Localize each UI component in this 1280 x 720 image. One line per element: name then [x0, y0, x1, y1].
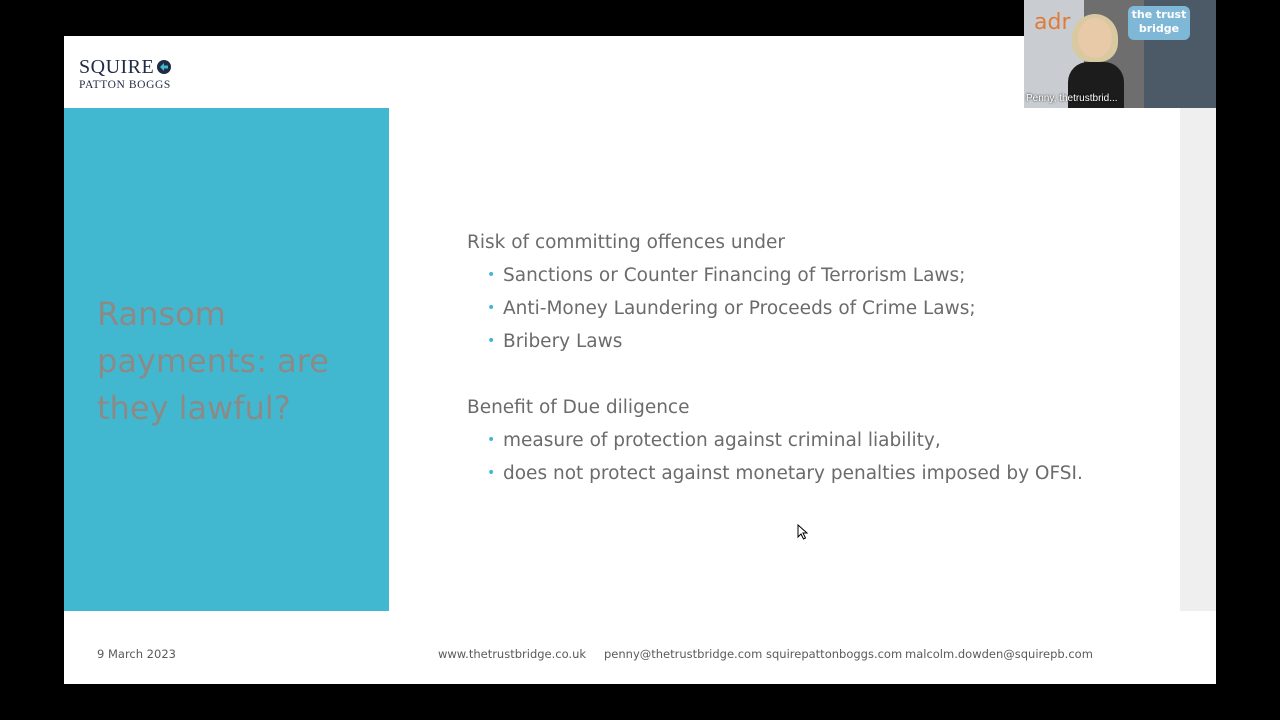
bullet-icon: •: [487, 333, 496, 349]
list-item: [467, 325, 1083, 358]
background-logo-trustbridge: the trust bridge: [1128, 6, 1190, 40]
bullet-icon: •: [487, 300, 496, 316]
bullet-icon: •: [487, 465, 496, 481]
slide-content: [467, 226, 1083, 490]
list-item: [467, 259, 1083, 292]
slide-title: Ransom payments: are they lawful?: [97, 295, 329, 427]
logo-line2: PATTON BOGGS: [79, 79, 171, 91]
bullet-text: Sanctions or Counter Financing of Terrorism Laws;: [503, 265, 966, 286]
mouse-cursor-icon: [797, 524, 809, 540]
participant-video-tile[interactable]: [1024, 0, 1216, 108]
section-heading-due-diligence: Benefit of Due diligence: [467, 397, 690, 418]
risk-bullet-list: [467, 259, 1083, 358]
list-item: [467, 292, 1083, 325]
bullet-text: does not protect against monetary penalties imposed by OFSI.: [503, 463, 1083, 484]
list-item: [467, 424, 1083, 457]
footer-date: 9 March 2023: [97, 647, 176, 661]
logo-mark-icon: [156, 59, 172, 75]
title-panel: [64, 108, 389, 611]
due-diligence-bullet-list: [467, 424, 1083, 490]
section-heading-risk: Risk of committing offences under: [467, 232, 786, 253]
bullet-text: measure of protection against criminal liability,: [503, 430, 941, 451]
bullet-text: Anti-Money Laundering or Proceeds of Crime Laws;: [503, 298, 976, 319]
footer-email-penny: penny@thetrustbridge.com: [604, 647, 763, 661]
presentation-slide: [64, 36, 1216, 684]
bullet-icon: •: [487, 432, 496, 448]
slide-side-strip: [1180, 108, 1216, 611]
footer-email-malcolm: malcolm.dowden@squirepb.com: [905, 647, 1093, 661]
squire-patton-boggs-logo: [79, 56, 172, 92]
background-logo-adr: adr: [1034, 10, 1071, 35]
footer-website-squire: squirepattonboggs.com: [766, 647, 903, 661]
participant-name-label: Penny, thetrustbrid...: [1026, 93, 1118, 104]
logo-line1: SQUIRE: [79, 56, 155, 78]
bullet-icon: •: [487, 267, 496, 283]
list-item: [467, 457, 1083, 490]
bullet-text: Bribery Laws: [503, 331, 623, 352]
footer-website: www.thetrustbridge.co.uk: [438, 647, 587, 661]
